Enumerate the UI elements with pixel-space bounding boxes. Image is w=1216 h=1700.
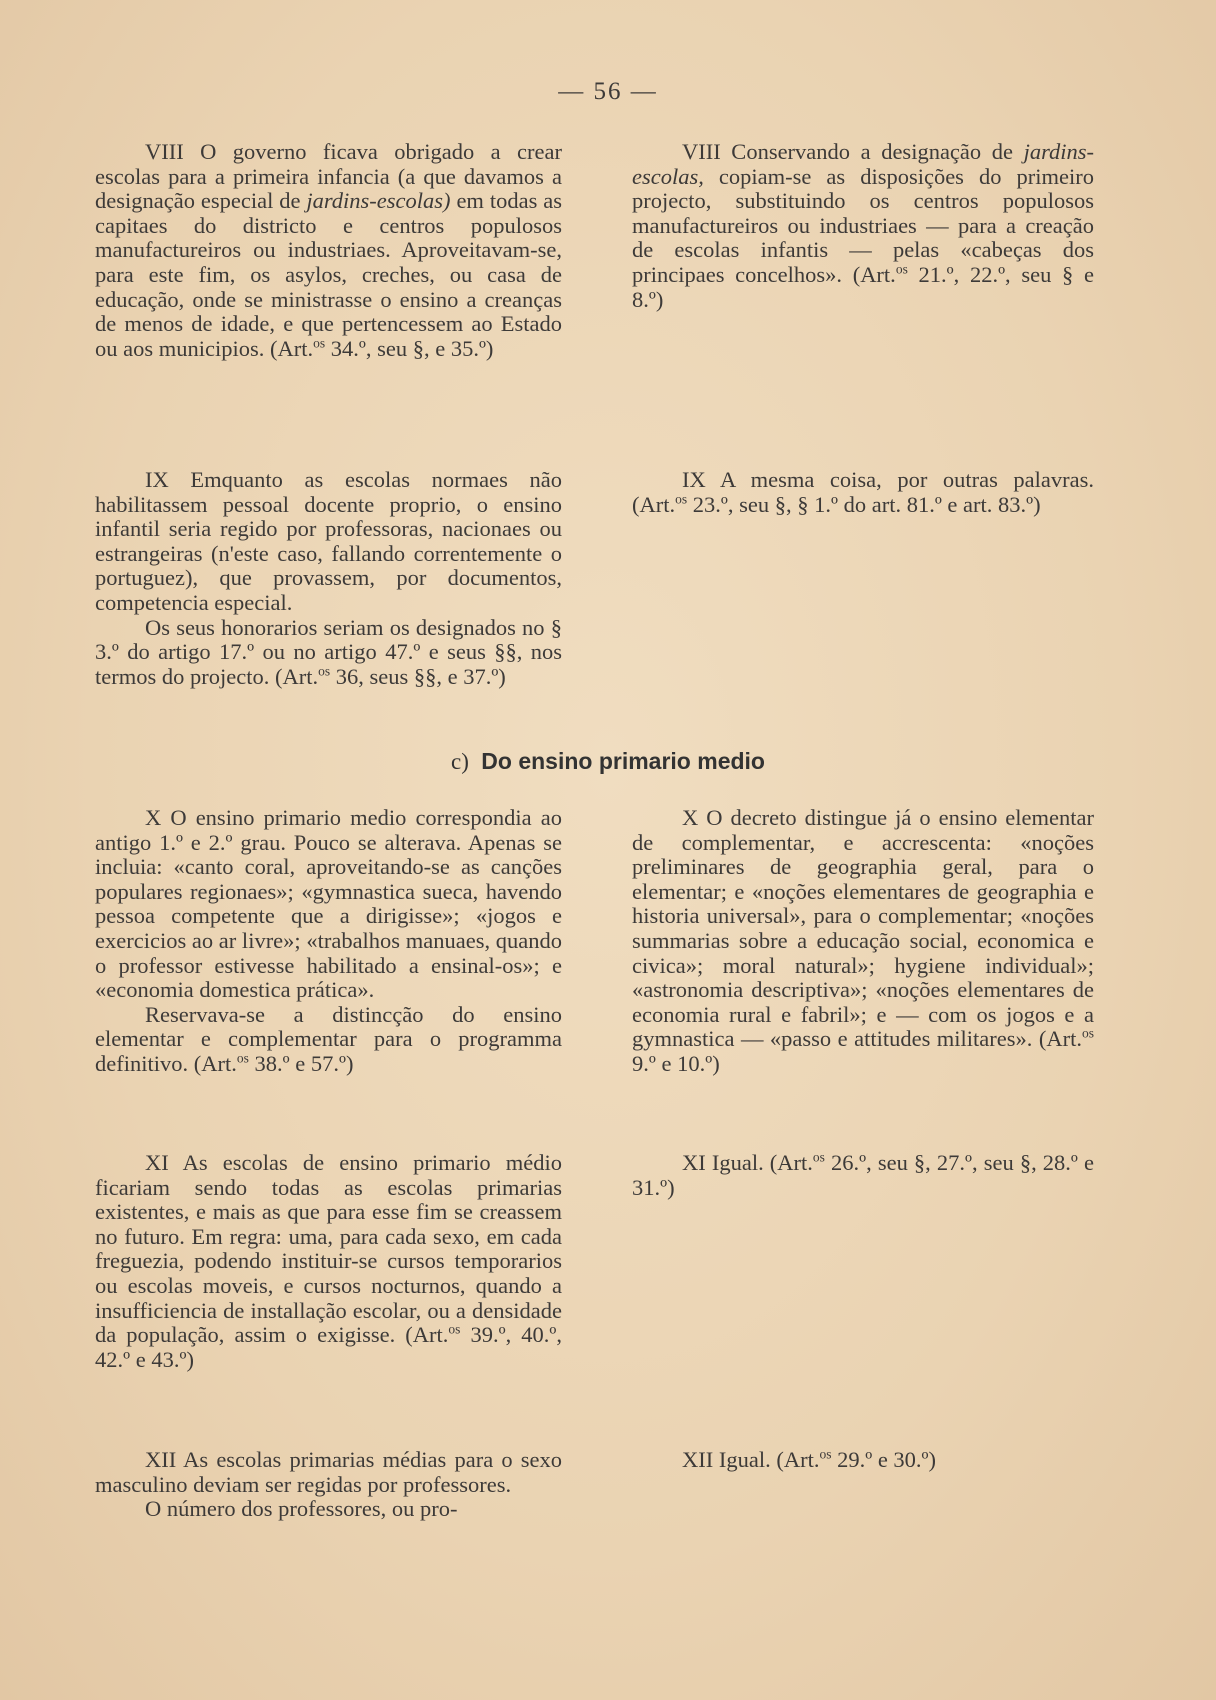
left-paragraph-ix: IX Emquanto as escolas normaes não habilitassem pessoal docente proprio, o ensino infantil seria regido por professoras, nacionaes ou estrangeiras (n'este caso, fallando correntemente o portuguez), que provassem, por documentos, competencia especial. Os seus honorarios seriam os designados no § 3.º do artigo 17.º ou no artigo 47.º e seus §§, nos termos do projecto. (Art.$^{os}$ 36, seus §§, e 37.º) (95, 467, 562, 689)
right-paragraph-ix: IX A mesma coisa, por outras palavras. (Art.$^{os}$ 23.º, seu §, § 1.º do art. 81.º e art. 83.º) (632, 467, 1094, 517)
section-title: Do ensino primario medio (481, 748, 765, 774)
page-number: — 56 — (558, 78, 658, 105)
right-paragraph-xii: XII Igual. (Art.$^{os}$ 29.º e 30.º) (682, 1446, 937, 1472)
left-paragraph-x: X O ensino primario medio correspondia ao antigo 1.º e 2.º grau. Pouco se alterava. Apenas se incluia: «canto coral, aproveitando-se as canções populares regionaes»; «gymnastica sueca, havendo pessoa competente que a dirigisse»; «jogos e exercicios ao ar livre»; «trabalhos manuaes, quando o professor estivesse habilitado a ensinal-os»; e «economia domestica prática». Reservava-se a distincção do ensino elementar e complementar para o programma definitivo. (Art.$^{os}$ 38.º e 57.º) (95, 805, 562, 1076)
left-paragraph-xi: XI As escolas de ensino primario médio ficariam sendo todas as escolas primarias existentes, e mais as que para esse fim se creassem no futuro. Em regra: uma, para cada sexo, em cada freguezia, podendo instituir-se cursos temporarios ou escolas moveis, e cursos nocturnos, quando a insufficiencia de installação escolar, ou a densidade da população, assim o exigisse. (Art.$^{os}$ 39.º, 40.º, 42.º e 43.º) (95, 1150, 563, 1372)
right-paragraph-xi: XI Igual. (Art.$^{os}$ 26.º, seu §, 27.º, seu §, 28.º e 31.º) (632, 1149, 1094, 1200)
left-paragraph-xii: XII As escolas primarias médias para o sexo masculino deviam ser regidas por professores. O número dos professores, ou pro- (95, 1447, 562, 1522)
right-paragraph-viii: VIII Conservando a designação de jardins-escolas, copiam-se as disposições do primeiro projecto, substituindo os centros populosos manufactureiros ou industriaes — para a creação de escolas infantis — pelas «cabeças dos principaes concelhos». (Art.$^{os}$ 21.º, 22.º, seu § e 8.º) (632, 139, 1094, 312)
section-letter: c) (451, 749, 469, 774)
right-paragraph-x: X O decreto distingue já o ensino elementar de complementar, e accrescenta: «noções preliminares de geographia geral, para o elementar; e «noções elementares de geographia e historia universal», para o complementar; «noções summarias sobre a educação social, economica e civica»; moral natural»; hygiene individual»; «astronomia descriptiva»; «noções elementares de economia rural e fabril»; e — com os jogos e a gymnastica — «passo e attitudes militares». (Art.$^{os}$ 9.º e 10.º) (632, 805, 1094, 1076)
section-heading (0, 748, 1216, 775)
left-paragraph-viii: VIII O governo ficava obrigado a crear escolas para a primeira infancia (a que davamos a designação especial de jardins-escolas) em todas as capitaes do districto e centros populosos manufactureiros ou industriaes. Aproveitavam-se, para este fim, os asylos, creches, ou casa de educação, onde se ministrasse o ensino a creanças de menos de idade, e que pertencessem ao Estado ou aos municipios. (Art.$^{os}$ 34.º, seu §, e 35.º) (95, 139, 562, 361)
